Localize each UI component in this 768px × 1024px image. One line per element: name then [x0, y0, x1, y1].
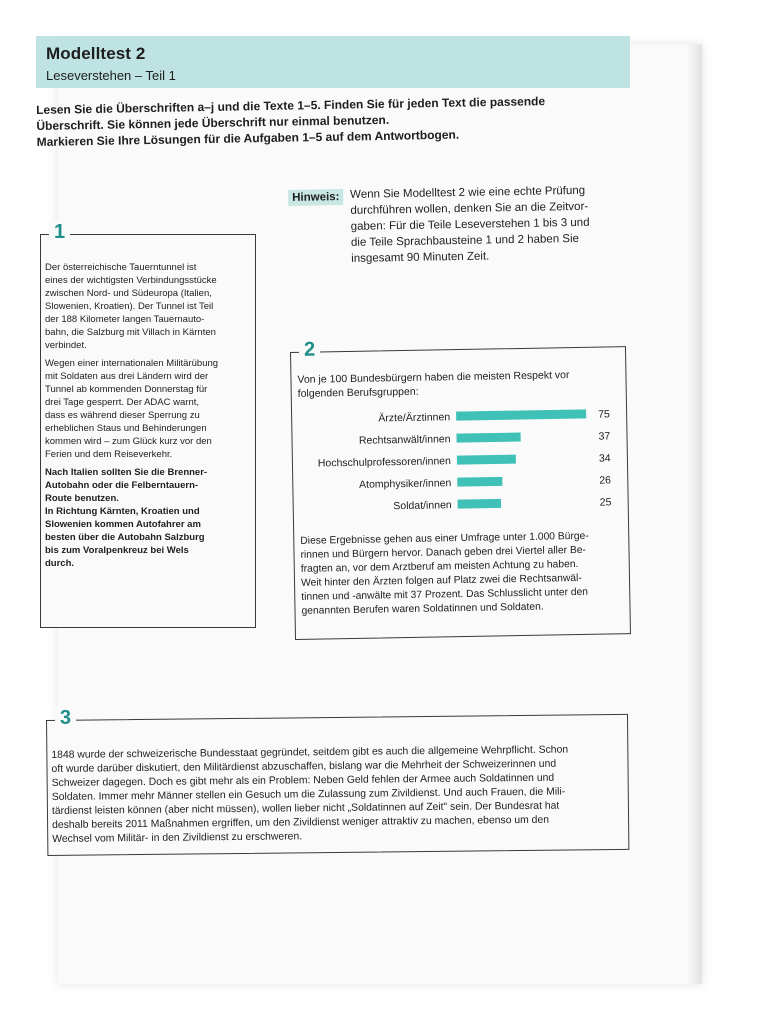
category-label: Hochschulprofessoren/innen	[317, 455, 452, 470]
text-line: bahn, die Salzburg mit Villach in Kärnten	[45, 327, 216, 338]
text-line: der 188 Kilometer langen Tauernauto-	[45, 314, 205, 325]
text-line: Diese Ergebnisse gehen aus einer Umfrage unter 1.000 Bürge-	[300, 530, 589, 547]
text-line: zwischen Nord- und Südeuropa (Italien,	[45, 288, 212, 299]
text-number-2: 2	[299, 338, 321, 361]
bar	[456, 432, 520, 442]
category-label: Soldat/innen	[393, 499, 452, 513]
bar	[457, 455, 516, 465]
page-title: Modelltest 2	[46, 44, 146, 63]
text-line: tinnen und -anwälte mit 37 Prozent. Das Schlusslicht unter den	[301, 586, 589, 603]
text-line: Weit hinter den Ärzten folgen auf Platz zwei die Rechtsanwäl-	[300, 572, 582, 589]
text-2-paragraph	[300, 529, 627, 619]
text-line: verbindet.	[45, 340, 87, 351]
text-line: genannten Berufen waren Soldatinnen und Soldaten.	[301, 601, 544, 617]
text-line: bis zum Voralpenkreuz bei Wels	[45, 545, 189, 556]
text-line: folgenden Berufsgruppen:	[297, 385, 419, 400]
text-line: dass es während dieser Sperrung zu	[45, 410, 200, 421]
instruction-line: Überschrift. Sie können jede Überschrift nur einmal benutzen.	[36, 112, 390, 133]
value-label: 25	[599, 496, 612, 509]
text-line: eines der wichtigsten Verbindungsstücke	[45, 275, 217, 286]
hint-label: Hinweis:	[288, 189, 344, 206]
text-line: Wechsel vom Militär- in den Zivildienst zu erschweren.	[52, 831, 303, 845]
text-line: In Richtung Kärnten, Kroatien und	[45, 506, 200, 517]
text-line: Autobahn oder die Felberntauern-	[45, 480, 199, 491]
page-binding-shadow	[686, 44, 702, 984]
text-1-body	[45, 261, 251, 575]
text-line: Nach Italien sollten Sie die Brenner-	[45, 467, 208, 478]
text-number-1: 1	[49, 221, 70, 244]
text-line: Wegen einer internationalen Militärübung	[45, 358, 219, 369]
value-label: 37	[598, 430, 611, 443]
text-line: drei Tage gesperrt. Der ADAC warnt,	[45, 397, 200, 408]
text-2-intro	[297, 367, 623, 401]
value-label: 75	[598, 408, 610, 421]
bar	[456, 409, 586, 420]
text-line: Route benutzen.	[45, 493, 119, 504]
bar	[457, 477, 502, 487]
text-line: Slowenien, Kroatien). Der Tunnel ist Teil	[45, 301, 214, 312]
hint-line: durchführen wollen, denken Sie an die Zeitvor-	[350, 200, 589, 217]
text-1-paragraph-2	[45, 357, 251, 461]
text-line: mit Soldaten aus drei Ländern wird der	[45, 371, 209, 382]
value-label: 26	[599, 474, 612, 487]
text-line: Der österreichische Tauerntunnel ist	[45, 262, 197, 273]
respect-bar-chart	[292, 399, 628, 529]
text-3-body	[51, 743, 628, 847]
text-line: besten über die Autobahn Salzburg	[45, 532, 205, 543]
text-line: Soldaten. Immer mehr Männer stellen ein Gesuch um die Zulassung zum Zivildienst. Und auch Frauen, die Mili-	[51, 786, 566, 803]
text-line: 1848 wurde der schweizerische Bundesstaat gegründet, seitdem gibt es auch die allgemeine Wehrpflicht. Schon	[51, 744, 569, 761]
text-line: Tunnel ab kommenden Donnerstag für	[45, 384, 208, 395]
text-line: Slowenien kommen Autofahrer am	[45, 519, 201, 530]
text-1-paragraph-1	[45, 261, 251, 352]
text-number-3: 3	[55, 707, 76, 730]
hint-line: gaben: Für die Teile Leseverstehen 1 bis 3 und	[350, 216, 590, 233]
text-line: Von je 100 Bundesbürgern haben die meisten Respekt vor	[297, 369, 570, 386]
text-line: Schweizer dagegen. Doch es gibt mehr als ein Problem: Neben Geld fehlen der Armee auch Soldatinnen und	[51, 772, 555, 789]
hint-line: die Teile Sprachbausteine 1 und 2 haben Sie	[350, 232, 580, 249]
hint-line: insgesamt 90 Minuten Zeit.	[351, 250, 490, 265]
text-line: durch.	[45, 558, 75, 569]
category-label: Rechtsanwält/innen	[358, 433, 451, 447]
bar	[458, 499, 501, 509]
text-line: rinnen und Bürgern hervor. Danach geben drei Viertel aller Be-	[300, 544, 587, 561]
text-line: Ferien und dem Reiseverkehr.	[45, 449, 173, 460]
text-line: deshalb bereits 2011 Maßnahmen ergriffen, um den Zivildienst weniger attraktiv zu machen, ebenso um den	[52, 814, 550, 831]
instruction-line: Markieren Sie Ihre Lösungen für die Aufgaben 1–5 auf dem Antwortbogen.	[36, 127, 460, 149]
text-box-3	[46, 706, 629, 856]
text-line: kommen wird – zum Glück kurz vor den	[45, 436, 212, 447]
text-line: erheblichen Staus und Behinderungen	[45, 423, 207, 434]
page-subtitle: Leseverstehen – Teil 1	[46, 68, 176, 83]
text-box-2	[290, 338, 631, 640]
text-box-1	[40, 221, 256, 628]
hint-text	[350, 182, 627, 267]
category-label: Atomphysiker/innen	[359, 477, 452, 491]
instruction-line: Lesen Sie die Überschriften a–j und die Texte 1–5. Finden Sie für jeden Text die passende	[36, 94, 546, 117]
text-1-paragraph-3	[45, 466, 251, 570]
value-label: 34	[598, 452, 611, 465]
hint-line: Wenn Sie Modelltest 2 wie eine echte Prüfung	[350, 184, 586, 201]
text-line: tärdienst leisten können (aber nicht müssen), wollen lieber nicht „Soldatinnen auf Zeit" sein. Der Bundesrat hat	[51, 800, 560, 817]
text-line: fragten an, vor dem Arztberuf am meisten Achtung zu haben.	[300, 559, 579, 575]
category-label: Ärzte/Ärztinnen	[378, 411, 451, 425]
text-line: oft wurde darüber diskutiert, den Militärdienst abzuschaffen, bislang war die Mehrheit der Schweizerinnen und	[51, 758, 557, 775]
